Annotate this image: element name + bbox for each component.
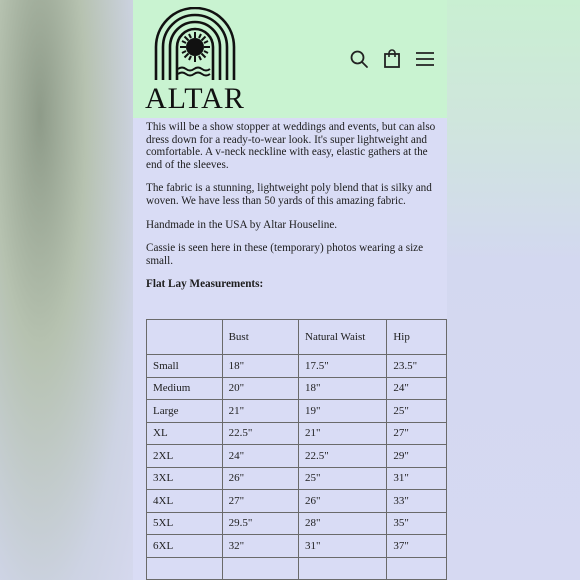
table-cell: 31" <box>387 467 447 490</box>
table-cell: Large <box>147 400 223 423</box>
table-cell: 37" <box>387 535 447 558</box>
table-cell: Medium <box>147 377 223 400</box>
shopping-bag-icon[interactable] <box>382 49 402 69</box>
table-header-row <box>147 320 447 355</box>
table-cell: 25" <box>299 467 387 490</box>
table-cell: 6XL <box>147 535 223 558</box>
table-cell: 27" <box>387 422 447 445</box>
table-cell: 29" <box>387 445 447 468</box>
table-cell: 28" <box>299 512 387 535</box>
table-row <box>147 535 447 558</box>
table-row <box>147 512 447 535</box>
table-cell <box>387 557 447 580</box>
table-cell: 20" <box>222 377 298 400</box>
table-cell: 21" <box>222 400 298 423</box>
table-cell <box>299 557 387 580</box>
site-header <box>133 0 447 118</box>
brand-name[interactable]: ALTAR <box>145 82 245 115</box>
table-cell: 5XL <box>147 512 223 535</box>
table-cell: 22.5" <box>299 445 387 468</box>
table-cell: 35" <box>387 512 447 535</box>
description-paragraph: The fabric is a stunning, lightweight poly blend that is silky and woven. We have less than 50 yards of this amazing fabric. <box>146 182 432 207</box>
table-cell: 17.5" <box>299 355 387 378</box>
table-cell: 18" <box>222 355 298 378</box>
table-cell: 29.5" <box>222 512 298 535</box>
table-cell <box>222 557 298 580</box>
description-paragraph: Cassie is seen here in these (temporary) photos wearing a size small. <box>146 242 424 267</box>
table-cell: 24" <box>387 377 447 400</box>
table-header-cell: Hip <box>387 320 447 355</box>
table-row <box>147 400 447 423</box>
sun-arch-logo-icon[interactable] <box>153 7 237 81</box>
table-cell: 25" <box>387 400 447 423</box>
table-cell: 26" <box>299 490 387 513</box>
table-cell: 21" <box>299 422 387 445</box>
table-row <box>147 490 447 513</box>
table-cell: 32" <box>222 535 298 558</box>
product-description <box>146 121 446 303</box>
table-cell: 2XL <box>147 445 223 468</box>
background-blur-right <box>447 0 580 580</box>
table-cell: 26" <box>222 467 298 490</box>
description-paragraph: Handmade in the USA by Altar Houseline. <box>146 218 338 231</box>
table-cell: 33" <box>387 490 447 513</box>
table-cell: 22.5" <box>222 422 298 445</box>
table-row <box>147 557 447 580</box>
table-row <box>147 422 447 445</box>
table-cell: XL <box>147 422 223 445</box>
menu-icon[interactable] <box>415 49 435 69</box>
table-cell: 4XL <box>147 490 223 513</box>
table-header-cell <box>147 320 223 355</box>
table-cell: 3XL <box>147 467 223 490</box>
table-cell: 24" <box>222 445 298 468</box>
table-row <box>147 467 447 490</box>
table-header-cell: Natural Waist <box>299 320 387 355</box>
phone-screen <box>133 0 447 580</box>
table-cell: 19" <box>299 400 387 423</box>
description-paragraph: This will be a show stopper at weddings and events, but can also dress down for a ready-to-wear look. It's super lightweight and comfortable. A v-neck neckline with easy, elastic gathers at the end of the sleeves. <box>146 121 436 171</box>
table-row <box>147 377 447 400</box>
table-cell <box>147 557 223 580</box>
measurements-heading: Flat Lay Measurements: <box>146 278 264 291</box>
search-icon[interactable] <box>349 49 369 69</box>
table-cell: Small <box>147 355 223 378</box>
table-row <box>147 445 447 468</box>
measurements-table <box>146 319 447 580</box>
table-cell: 31" <box>299 535 387 558</box>
table-cell: 18" <box>299 377 387 400</box>
table-cell: 23.5" <box>387 355 447 378</box>
table-header-cell: Bust <box>222 320 298 355</box>
table-cell: 27" <box>222 490 298 513</box>
background-blur-left <box>0 0 133 580</box>
table-row <box>147 355 447 378</box>
